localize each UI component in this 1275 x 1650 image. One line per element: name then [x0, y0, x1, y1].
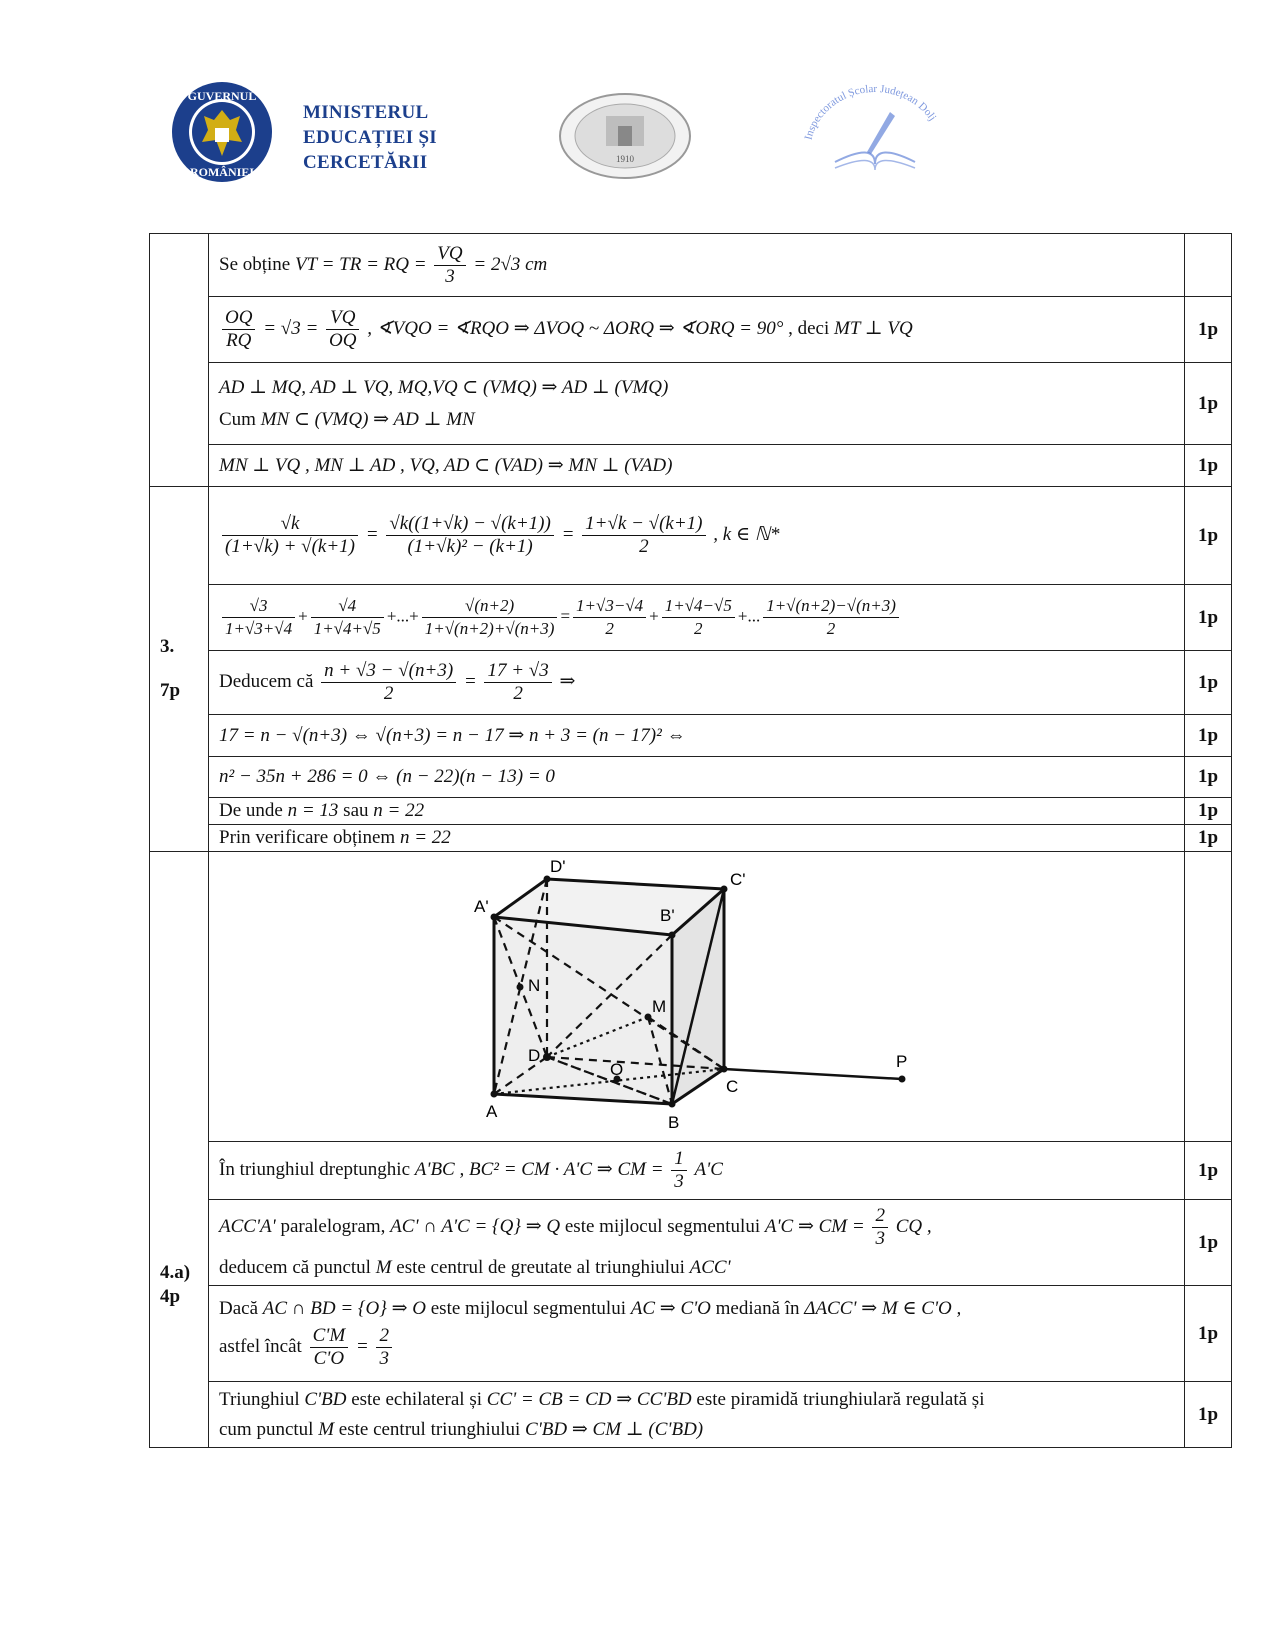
- svg-text:ROMÂNIEI: ROMÂNIEI: [189, 165, 255, 179]
- table-row: [150, 585, 1232, 651]
- svg-text:D: D: [527, 1045, 540, 1065]
- points-cell-empty: [1185, 234, 1232, 297]
- government-seal-logo: [170, 80, 274, 184]
- problem-label-cell: 3. 7p: [150, 487, 209, 852]
- page-header: [170, 80, 1000, 180]
- table-row: [150, 487, 1232, 585]
- points-value: 1p: [1185, 297, 1232, 363]
- points-value: 1p: [1185, 445, 1232, 487]
- step-cell: $\frac{OQ}{RQ}$ = √3 = $\frac{VQ}{OQ}$ , ∢VQO = ∢RQO ⇒ ΔVOQ ~ ΔORQ ⇒ ∢ORQ = 90° , deci MT ⊥ VQ: [209, 297, 1185, 363]
- step-cell: În triunghiul dreptunghic A'BC , BC² = CM · A'C ⇒ CM = $\frac{1}{3}$ A'C: [209, 1142, 1185, 1200]
- svg-text:Inspectoratul Școlar Județean: Inspectoratul Școlar Județean Dolj: [802, 83, 939, 142]
- points-value: 1p: [1185, 363, 1232, 445]
- table-row: [150, 757, 1232, 798]
- step-cell: Se obține VT = TR = RQ = $\frac{VQ}{3}$ = 2√3 cm: [209, 234, 1185, 297]
- table-row: [150, 798, 1232, 825]
- ministry-name: MINISTERUL EDUCAȚIEI ȘI CERCETĂRII: [303, 102, 438, 173]
- problem-label-cell: 4.a) 4p: [150, 852, 209, 1448]
- step-cell: Triunghiul C'BD este echilateral și CC' = CB = CD ⇒ CC'BD este piramidă triunghiulară regulată și cum punctul M este centrul triunghiului C'BD ⇒ CM ⊥ (C'BD): [209, 1382, 1185, 1448]
- step-cell: 17 = n − √(n+3) ⇔ √(n+3) = n − 17 ⇒ n + 3 = (n − 17)² ⇔: [209, 715, 1185, 757]
- svg-text:GUVERNUL: GUVERNUL: [187, 89, 257, 103]
- svg-text:B: B: [667, 1112, 679, 1132]
- step-cell: n² − 35n + 286 = 0 ⇔ (n − 22)(n − 13) = 0: [209, 757, 1185, 798]
- grading-table: [149, 233, 1232, 1448]
- table-row: [150, 715, 1232, 757]
- points-value: 1p: [1185, 757, 1232, 798]
- points-value: 1p: [1185, 1382, 1232, 1448]
- points-cell-empty: [1185, 852, 1232, 1142]
- step-cell: $\frac{√k}{(1+√k) + √(k+1)}$ = $\frac{√k((1+√k) - √(k+1))}{\text{(1+√k)² − (k+1)}}$ = $\frac{1+√k - √(k+1)}{2}$ , k ∈ ℕ*: [209, 487, 1185, 585]
- step-cell: De unde n = 13 sau n = 22: [209, 798, 1185, 825]
- table-row: [150, 1382, 1232, 1448]
- svg-text:C: C: [725, 1076, 738, 1096]
- svg-text:M: M: [651, 996, 666, 1016]
- svg-text:D': D': [549, 856, 566, 876]
- points-value: 1p: [1185, 1286, 1232, 1382]
- svg-text:1910: 1910: [616, 154, 634, 164]
- table-row: [150, 852, 1232, 1142]
- table-row: [150, 1286, 1232, 1382]
- points-value: 1p: [1185, 825, 1232, 852]
- figure-cell: [209, 852, 1185, 1142]
- table-row: [150, 825, 1232, 852]
- step-cell: MN ⊥ VQ , MN ⊥ AD , VQ, AD ⊂ (VAD) ⇒ MN ⊥ (VAD): [209, 445, 1185, 487]
- points-value: 1p: [1185, 1200, 1232, 1286]
- points-value: 1p: [1185, 798, 1232, 825]
- table-row: [150, 363, 1232, 445]
- svg-text:O: O: [609, 1059, 623, 1079]
- problem-cell-empty: [150, 234, 209, 487]
- points-value: 1p: [1185, 1142, 1232, 1200]
- cube-figure: [462, 857, 932, 1137]
- step-cell: AD ⊥ MQ, AD ⊥ VQ, MQ,VQ ⊂ (VMQ) ⇒ AD ⊥ (VMQ) Cum MN ⊂ (VMQ) ⇒ AD ⊥ MN: [209, 363, 1185, 445]
- table-row: [150, 651, 1232, 715]
- step-cell: $\frac{√3}{1+√3+√4}$ + $\frac{√4}{1+√4+√5}$ +...+ $\frac{√(n+2)}{1+√(n+2)+√(n+3)}$ = $\frac{1+√3-√4}{2}$ + $\frac{1+√4-√5}{2}$ +... $\frac{1+√(n+2)-√(n+3)}{2}$: [209, 585, 1185, 651]
- step-cell: Prin verificare obținem n = 22: [209, 825, 1185, 852]
- table-row: [150, 1200, 1232, 1286]
- points-value: 1p: [1185, 487, 1232, 585]
- points-value: 1p: [1185, 651, 1232, 715]
- step-cell: ACC'A' paralelogram, AC' ∩ A'C = {Q} ⇒ Q este mijlocul segmentului A'C ⇒ CM = $\frac{2}{3}$ CQ , deducem că punctul M este centrul de greutate al triunghiului ACC': [209, 1200, 1185, 1286]
- points-value: 1p: [1185, 715, 1232, 757]
- table-row: [150, 297, 1232, 363]
- svg-text:A: A: [485, 1101, 497, 1121]
- fraction: $\frac{VQ}{3}$: [434, 243, 465, 288]
- step-cell: Deducem că $\frac{n + √3 - √(n+3)}{2}$ = $\frac{17 + √3}{2}$ ⇒: [209, 651, 1185, 715]
- school-inspectorate-logo: [795, 82, 955, 182]
- svg-text:A': A': [473, 896, 489, 916]
- svg-text:C': C': [729, 869, 746, 889]
- svg-text:B': B': [659, 905, 675, 925]
- table-row: [150, 234, 1232, 297]
- step-cell: Dacă AC ∩ BD = {O} ⇒ O este mijlocul segmentului AC ⇒ C'O mediană în ΔACC' ⇒ M ∈ C'O , astfel încât $\frac{C'M}{C'O}$ = $\frac{2}{3}$: [209, 1286, 1185, 1382]
- math-society-seal-logo: [558, 92, 693, 180]
- svg-text:P: P: [895, 1051, 907, 1071]
- table-row: [150, 1142, 1232, 1200]
- table-row: [150, 445, 1232, 487]
- svg-text:N: N: [527, 975, 540, 995]
- points-value: 1p: [1185, 585, 1232, 651]
